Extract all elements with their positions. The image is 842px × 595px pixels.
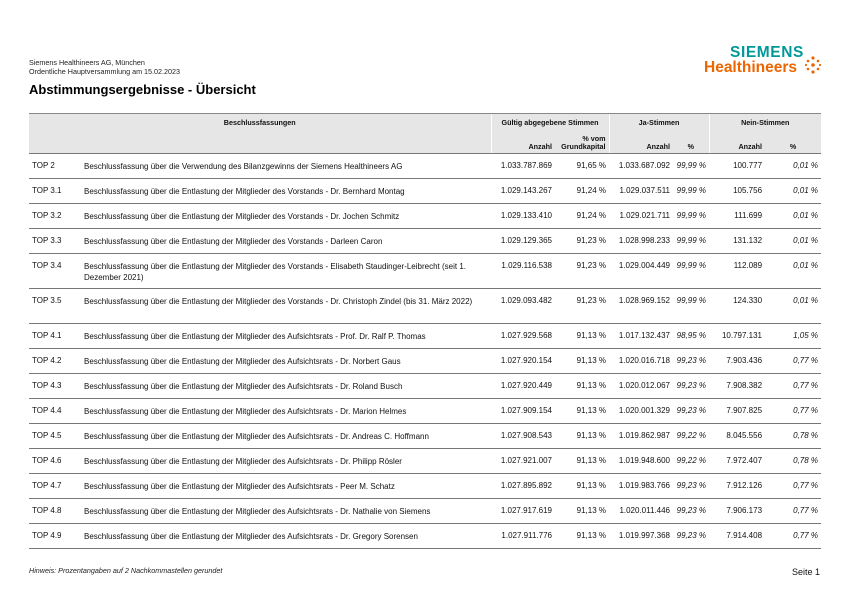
cell-description: Beschlussfassung über die Entlastung der Mitglieder des Vorstands - Elisabeth Staudinger-Leibrecht (seit 1. Dezember 2021) — [81, 254, 491, 289]
cell-top: TOP 3.5 — [29, 289, 81, 324]
cell-no-count: 131.132 — [709, 229, 765, 254]
cell-no-pct: 0,01 % — [765, 289, 821, 324]
header-no-pct: % — [765, 130, 821, 154]
cell-pct-capital: 91,23 % — [555, 229, 609, 254]
cell-no-count: 8.045.556 — [709, 424, 765, 449]
cell-no-count: 7.908.382 — [709, 374, 765, 399]
cell-description: Beschlussfassung über die Entlastung der Mitglieder des Aufsichtsrats - Dr. Norbert Gaus — [81, 349, 491, 374]
cell-no-pct: 0,78 % — [765, 449, 821, 474]
cell-valid-votes: 1.027.917.619 — [491, 499, 555, 524]
cell-top: TOP 4.1 — [29, 324, 81, 349]
table-row — [29, 204, 821, 229]
cell-pct-capital: 91,23 % — [555, 254, 609, 289]
cell-description: Beschlussfassung über die Entlastung der Mitglieder des Aufsichtsrats - Dr. Marion Helmes — [81, 399, 491, 424]
cell-top: TOP 4.3 — [29, 374, 81, 399]
cell-no-count: 7.907.825 — [709, 399, 765, 424]
cell-no-pct: 0,77 % — [765, 374, 821, 399]
cell-description: Beschlussfassung über die Entlastung der Mitglieder des Vorstands - Dr. Bernhard Montag — [81, 179, 491, 204]
cell-yes-pct: 99,99 % — [673, 289, 709, 324]
cell-yes-count: 1.020.016.718 — [609, 349, 673, 374]
header-count: Anzahl — [491, 130, 555, 154]
cell-valid-votes: 1.027.921.007 — [491, 449, 555, 474]
footnote: Hinweis: Prozentangaben auf 2 Nachkommastellen gerundet — [29, 566, 223, 575]
cell-yes-pct: 99,23 % — [673, 524, 709, 549]
company-name: Siemens Healthineers AG, München — [29, 58, 145, 67]
cell-description: Beschlussfassung über die Entlastung der Mitglieder des Aufsichtsrats - Dr. Roland Busch — [81, 374, 491, 399]
cell-no-pct: 1,05 % — [765, 324, 821, 349]
cell-valid-votes: 1.027.895.892 — [491, 474, 555, 499]
header-yes-votes: Ja-Stimmen — [609, 114, 709, 131]
cell-pct-capital: 91,13 % — [555, 499, 609, 524]
siemens-healthineers-logo — [700, 44, 824, 80]
cell-pct-capital: 91,23 % — [555, 289, 609, 324]
cell-yes-pct: 99,99 % — [673, 179, 709, 204]
cell-pct-capital: 91,13 % — [555, 424, 609, 449]
cell-yes-pct: 99,99 % — [673, 204, 709, 229]
cell-valid-votes: 1.029.133.410 — [491, 204, 555, 229]
cell-no-pct: 0,77 % — [765, 524, 821, 549]
cell-yes-count: 1.028.969.152 — [609, 289, 673, 324]
cell-valid-votes: 1.027.911.776 — [491, 524, 555, 549]
cell-top: TOP 4.8 — [29, 499, 81, 524]
cell-yes-pct: 99,99 % — [673, 229, 709, 254]
cell-pct-capital: 91,24 % — [555, 179, 609, 204]
cell-yes-count: 1.028.998.233 — [609, 229, 673, 254]
cell-top: TOP 3.3 — [29, 229, 81, 254]
cell-top: TOP 4.7 — [29, 474, 81, 499]
cell-no-count: 7.914.408 — [709, 524, 765, 549]
cell-no-count: 112.089 — [709, 254, 765, 289]
results-table — [29, 113, 821, 549]
table-row — [29, 179, 821, 204]
cell-top: TOP 3.4 — [29, 254, 81, 289]
cell-pct-capital: 91,13 % — [555, 349, 609, 374]
cell-top: TOP 4.6 — [29, 449, 81, 474]
cell-no-pct: 0,01 % — [765, 254, 821, 289]
header-pct-capital: % vom Grundkapital — [555, 130, 609, 154]
cell-valid-votes: 1.029.116.538 — [491, 254, 555, 289]
cell-yes-pct: 99,23 % — [673, 474, 709, 499]
cell-description: Beschlussfassung über die Entlastung der Mitglieder des Aufsichtsrats - Dr. Andreas C. Hoffmann — [81, 424, 491, 449]
cell-yes-count: 1.019.948.600 — [609, 449, 673, 474]
table-row — [29, 254, 821, 289]
cell-description: Beschlussfassung über die Entlastung der Mitglieder des Aufsichtsrats - Peer M. Schatz — [81, 474, 491, 499]
table-row — [29, 324, 821, 349]
cell-top: TOP 2 — [29, 154, 81, 179]
cell-yes-count: 1.019.983.766 — [609, 474, 673, 499]
cell-yes-pct: 99,22 % — [673, 449, 709, 474]
table-row — [29, 229, 821, 254]
table-row — [29, 424, 821, 449]
cell-no-count: 105.756 — [709, 179, 765, 204]
table-header-row — [29, 114, 821, 131]
header-valid-votes: Gültig abgegebene Stimmen — [491, 114, 609, 131]
table-row — [29, 289, 821, 324]
cell-valid-votes: 1.029.093.482 — [491, 289, 555, 324]
cell-description: Beschlussfassung über die Entlastung der Mitglieder des Vorstands - Dr. Christoph Zindel (bis 31. März 2022) — [81, 289, 491, 324]
table-row — [29, 154, 821, 179]
cell-valid-votes: 1.027.920.154 — [491, 349, 555, 374]
cell-yes-pct: 98,95 % — [673, 324, 709, 349]
cell-no-pct: 0,01 % — [765, 229, 821, 254]
cell-yes-count: 1.020.012.067 — [609, 374, 673, 399]
cell-yes-count: 1.029.021.711 — [609, 204, 673, 229]
cell-no-count: 124.330 — [709, 289, 765, 324]
cell-top: TOP 4.2 — [29, 349, 81, 374]
cell-no-pct: 0,77 % — [765, 474, 821, 499]
table-row — [29, 349, 821, 374]
cell-description: Beschlussfassung über die Verwendung des Bilanzgewinns der Siemens Healthineers AG — [81, 154, 491, 179]
cell-yes-count: 1.033.687.092 — [609, 154, 673, 179]
table-row — [29, 474, 821, 499]
cell-no-count: 7.912.126 — [709, 474, 765, 499]
cell-pct-capital: 91,13 % — [555, 449, 609, 474]
header-yes-count: Anzahl — [609, 130, 673, 154]
cell-valid-votes: 1.027.908.543 — [491, 424, 555, 449]
cell-no-count: 100.777 — [709, 154, 765, 179]
cell-no-pct: 0,77 % — [765, 399, 821, 424]
cell-pct-capital: 91,13 % — [555, 474, 609, 499]
cell-yes-count: 1.017.132.437 — [609, 324, 673, 349]
cell-no-count: 10.797.131 — [709, 324, 765, 349]
cell-no-pct: 0,78 % — [765, 424, 821, 449]
cell-no-pct: 0,77 % — [765, 349, 821, 374]
logo-dots-icon — [804, 56, 822, 74]
header-resolutions: Beschlussfassungen — [29, 114, 491, 131]
cell-description: Beschlussfassung über die Entlastung der Mitglieder des Aufsichtsrats - Dr. Nathalie von Siemens — [81, 499, 491, 524]
header-no-count: Anzahl — [709, 130, 765, 154]
cell-top: TOP 3.1 — [29, 179, 81, 204]
cell-yes-pct: 99,23 % — [673, 499, 709, 524]
header-spacer — [29, 130, 491, 154]
table-row — [29, 449, 821, 474]
cell-yes-pct: 99,23 % — [673, 349, 709, 374]
cell-yes-pct: 99,23 % — [673, 374, 709, 399]
cell-top: TOP 3.2 — [29, 204, 81, 229]
cell-yes-count: 1.029.037.511 — [609, 179, 673, 204]
document-header — [29, 59, 180, 77]
cell-pct-capital: 91,13 % — [555, 524, 609, 549]
cell-no-pct: 0,01 % — [765, 204, 821, 229]
logo-healthineers-text: Healthineers — [704, 59, 798, 76]
table-subheader-row — [29, 130, 821, 154]
cell-yes-count: 1.020.011.446 — [609, 499, 673, 524]
cell-pct-capital: 91,24 % — [555, 204, 609, 229]
table-row — [29, 499, 821, 524]
cell-pct-capital: 91,13 % — [555, 324, 609, 349]
cell-top: TOP 4.5 — [29, 424, 81, 449]
cell-yes-count: 1.020.001.329 — [609, 399, 673, 424]
cell-no-count: 7.906.173 — [709, 499, 765, 524]
cell-yes-count: 1.029.004.449 — [609, 254, 673, 289]
header-no-votes: Nein-Stimmen — [709, 114, 821, 131]
cell-valid-votes: 1.027.920.449 — [491, 374, 555, 399]
page-number: Seite 1 — [791, 567, 820, 577]
cell-top: TOP 4.9 — [29, 524, 81, 549]
meeting-date: Ordentliche Hauptversammlung am 15.02.2023 — [29, 66, 181, 76]
cell-yes-pct: 99,99 % — [673, 254, 709, 289]
cell-description: Beschlussfassung über die Entlastung der Mitglieder des Vorstands - Dr. Jochen Schmitz — [81, 204, 491, 229]
header-yes-pct: % — [673, 130, 709, 154]
cell-yes-pct: 99,99 % — [673, 154, 709, 179]
cell-no-count: 7.972.407 — [709, 449, 765, 474]
cell-no-pct: 0,01 % — [765, 154, 821, 179]
cell-valid-votes: 1.033.787.869 — [491, 154, 555, 179]
cell-description: Beschlussfassung über die Entlastung der Mitglieder des Aufsichtsrats - Prof. Dr. Ralf P. Thomas — [81, 324, 491, 349]
cell-pct-capital: 91,13 % — [555, 374, 609, 399]
cell-pct-capital: 91,13 % — [555, 399, 609, 424]
cell-pct-capital: 91,65 % — [555, 154, 609, 179]
cell-description: Beschlussfassung über die Entlastung der Mitglieder des Vorstands - Darleen Caron — [81, 229, 491, 254]
cell-top: TOP 4.4 — [29, 399, 81, 424]
cell-yes-pct: 99,23 % — [673, 399, 709, 424]
cell-yes-pct: 99,22 % — [673, 424, 709, 449]
page-title: Abstimmungsergebnisse - Übersicht — [29, 82, 256, 97]
table-row — [29, 524, 821, 549]
cell-no-count: 111.699 — [709, 204, 765, 229]
cell-valid-votes: 1.029.143.267 — [491, 179, 555, 204]
logo-siemens-text: SIEMENS — [730, 44, 804, 61]
cell-yes-count: 1.019.997.368 — [609, 524, 673, 549]
cell-valid-votes: 1.027.909.154 — [491, 399, 555, 424]
cell-valid-votes: 1.027.929.568 — [491, 324, 555, 349]
cell-description: Beschlussfassung über die Entlastung der Mitglieder des Aufsichtsrats - Dr. Gregory Sorensen — [81, 524, 491, 549]
cell-yes-count: 1.019.862.987 — [609, 424, 673, 449]
cell-no-pct: 0,01 % — [765, 179, 821, 204]
table-row — [29, 374, 821, 399]
cell-no-count: 7.903.436 — [709, 349, 765, 374]
cell-no-pct: 0,77 % — [765, 499, 821, 524]
cell-valid-votes: 1.029.129.365 — [491, 229, 555, 254]
cell-description: Beschlussfassung über die Entlastung der Mitglieder des Aufsichtsrats - Dr. Philipp Rösler — [81, 449, 491, 474]
table-row — [29, 399, 821, 424]
